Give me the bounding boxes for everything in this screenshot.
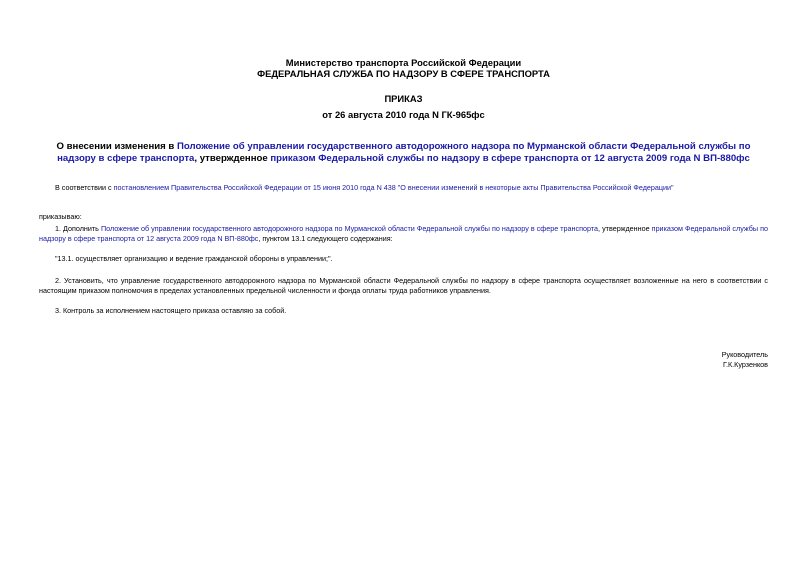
order-word: приказываю: bbox=[39, 212, 82, 221]
title-middle: , утвержденное bbox=[194, 153, 271, 165]
item-1-link-order[interactable]: приказом Федеральной службы по надзору в сфере транспорта от 12 августа 2009 года N ВП-880фс bbox=[39, 224, 769, 244]
preamble-link[interactable]: постановлением Правительства Российской Федерации от 15 июня 2010 года N 438 "О внесении изменений в некоторые акты Правительства Российской Федерации" bbox=[113, 183, 674, 192]
title-link-order[interactable]: приказом Федеральной службы по надзору в сфере транспорта от 12 августа 2009 года N ВП-880фс bbox=[270, 153, 750, 165]
item-3: 3. Контроль за исполнением настоящего приказа оставляю за собой. bbox=[55, 306, 287, 315]
document-type: ПРИКАЗ bbox=[384, 93, 423, 104]
title-link-regulation[interactable]: Положение об управлении государственного автодорожного надзора по Мурманской области Федеральной службы по надзору в сфере транспорта bbox=[57, 141, 751, 165]
signature-position: Руководитель bbox=[721, 350, 768, 359]
preamble bbox=[55, 183, 775, 193]
item-1-prefix: 1. Дополнить bbox=[55, 224, 101, 233]
ministry-name: Министерство транспорта Российской Федерации bbox=[285, 57, 522, 68]
preamble-prefix: В соответствии с bbox=[55, 183, 114, 192]
document-title bbox=[36, 141, 771, 165]
item-1-suffix: , пунктом 13.1 следующего содержания: bbox=[258, 234, 393, 244]
service-name: ФЕДЕРАЛЬНАЯ СЛУЖБА ПО НАДЗОРУ В СФЕРЕ ТРАНСПОРТА bbox=[257, 68, 550, 79]
item-1-link-regulation[interactable]: Положение об управлении государственного автодорожного надзора по Мурманской области Федеральной службы по надзору в сфере транспорта bbox=[100, 224, 599, 233]
item-1-quote: "13.1. осуществляет организацию и ведение гражданской обороны в управлении;". bbox=[55, 254, 333, 263]
signature-name: Г.К.Курзенков bbox=[722, 360, 768, 369]
document-date-number: от 26 августа 2010 года N ГК-965фс bbox=[322, 109, 485, 120]
item-1-middle: , утвержденное bbox=[598, 224, 652, 233]
title-prefix: О внесении изменения в bbox=[56, 141, 177, 152]
item-2: 2. Установить, что управление государственного автодорожного надзора по Мурманской области Федеральной службы по надзору в сфере транспорта осуществляет возложенные на него в соответствии с настоящим приказом полномочия в пределах установленных предельной численности и фонда оплаты труда работников управления. bbox=[39, 276, 768, 296]
item-1 bbox=[39, 224, 768, 245]
